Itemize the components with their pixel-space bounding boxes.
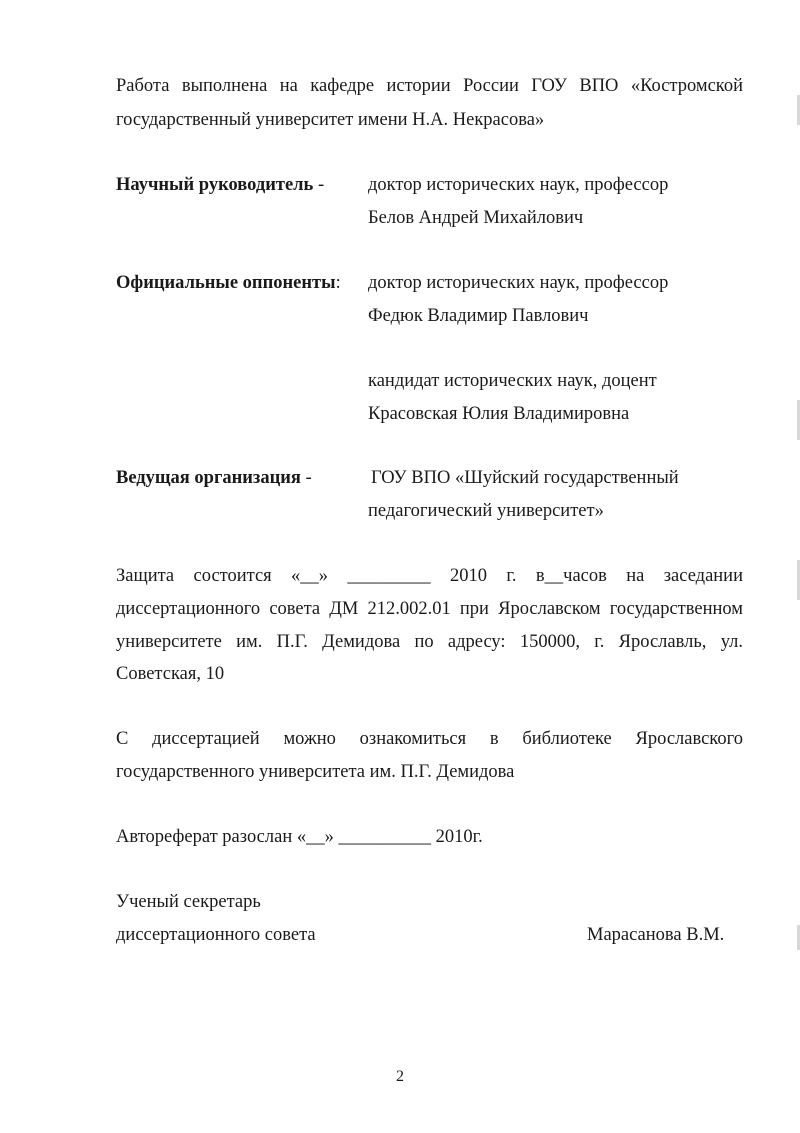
leading-org-separator: -	[300, 468, 312, 488]
opponent-2-name: Красовская Юлия Владимировна	[368, 404, 630, 424]
intro-line-2: государственный университет имени Н.А. Некрасова»	[116, 110, 545, 130]
defense-line-4: Советская, 10	[116, 664, 225, 684]
secretary-title: Ученый секретарь	[116, 892, 261, 912]
supervisor-label: Научный руководитель	[116, 175, 314, 195]
library-line-2: государственного университета им. П.Г. Демидова	[116, 762, 515, 782]
defense-line-2: диссертационного совета ДМ 212.002.01 при Ярославском государственном	[116, 599, 743, 619]
supervisor-name: Белов Андрей Михайлович	[368, 208, 584, 228]
secretary-name: Марасанова В.М.	[587, 925, 725, 945]
defense-line-3: университете им. П.Г. Демидова по адресу: 150000, г. Ярославль, ул.	[116, 632, 743, 652]
leading-org-line-2: педагогический университет»	[368, 501, 604, 521]
secretary-council: диссертационного совета	[116, 925, 316, 945]
supervisor-label-row	[116, 175, 324, 196]
defense-line-1: Защита состоится «__» _________ 2010 г. в__часов на заседании	[116, 566, 743, 586]
intro-line-1: Работа выполнена на кафедре истории России ГОУ ВПО «Костромской	[116, 76, 743, 96]
opponents-label-row	[116, 273, 341, 294]
opponents-label: Официальные оппоненты	[116, 273, 336, 293]
page-number: 2	[396, 1068, 404, 1085]
opponent-2-degree: кандидат исторических наук, доцент	[368, 371, 657, 391]
opponents-separator: :	[335, 273, 341, 293]
opponent-1-name: Федюк Владимир Павлович	[368, 306, 589, 326]
leading-org-label-row	[116, 468, 312, 489]
leading-org-label: Ведущая организация	[116, 468, 301, 488]
supervisor-separator: -	[313, 175, 325, 195]
supervisor-degree: доктор исторических наук, профессор	[368, 175, 669, 195]
leading-org-line-1: ГОУ ВПО «Шуйский государственный	[371, 468, 679, 488]
library-line-1: С диссертацией можно ознакомиться в библиотеке Ярославского	[116, 729, 743, 749]
opponent-1-degree: доктор исторических наук, профессор	[368, 273, 669, 293]
mailing-date: Автореферат разослан «__» __________ 2010г.	[116, 827, 483, 847]
